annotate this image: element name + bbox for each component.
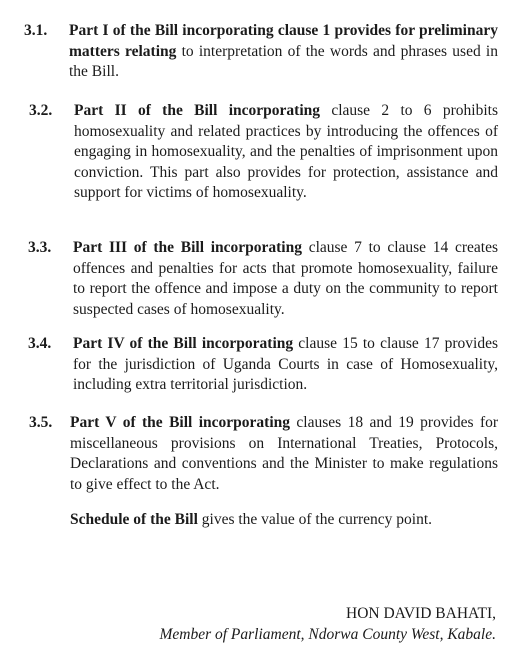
clause-bold-lead: Part IV of the Bill incorporating <box>73 335 294 352</box>
signature-block <box>159 603 496 645</box>
clause-text <box>73 238 498 320</box>
clause-number: 3.5. <box>29 414 53 431</box>
clause-3-3 <box>28 238 498 320</box>
clause-body: clause 7 to clause 14 creates offences and penalties for acts that promote homosexuality, failure to report the offence and impose a duty on the community to report suspected cases of homosexuality. <box>73 239 498 318</box>
clause-number: 3.1. <box>24 22 48 39</box>
signatory-role: Member of Parliament, Ndorwa County West, Kabale. <box>159 626 496 643</box>
signatory-name: HON DAVID BAHATI, <box>346 605 496 622</box>
schedule-body: gives the value of the currency point. <box>197 511 433 528</box>
clause-number: 3.2. <box>29 102 53 119</box>
clause-3-1 <box>24 21 498 83</box>
clause-bold-lead: Part I of the Bill incorporating clause 1 provides for preliminary matters relating <box>69 22 498 60</box>
clause-number: 3.3. <box>28 239 52 256</box>
clause-text <box>73 334 498 396</box>
schedule-bold-lead: Schedule of the Bill <box>70 511 198 528</box>
clause-body: to interpretation of the words and phrases used in the Bill. <box>69 42 498 80</box>
clause-bold-lead: Part II of the Bill incorporating <box>74 102 321 119</box>
clause-body: clauses 18 and 19 provides for miscellaneous provisions on International Treaties, Protocols, Declarations and conventions and the Minister to make regulations to give effect to the Act. <box>70 414 499 493</box>
clause-text <box>70 413 498 495</box>
schedule-paragraph <box>70 510 500 531</box>
clause-text <box>69 21 498 83</box>
clause-body: clause 2 to 6 prohibits homosexuality and related practices by introducing the offences of engaging in homosexuality, and the penalties of imprisonment upon conviction. This part also provides for protection, assistance and support for victims of homosexuality. <box>74 102 498 201</box>
clause-3-4 <box>28 334 498 396</box>
clause-body: clause 15 to clause 17 provides for the jurisdiction of Uganda Courts in case of Homosexuality, including extra territorial jurisdiction. <box>73 335 499 393</box>
clause-number: 3.4. <box>28 335 52 352</box>
clause-bold-lead: Part V of the Bill incorporating <box>70 414 291 431</box>
clause-3-5 <box>29 413 498 495</box>
clause-3-2 <box>29 101 498 204</box>
clause-text <box>74 101 498 204</box>
clause-bold-lead: Part III of the Bill incorporating <box>73 239 302 256</box>
